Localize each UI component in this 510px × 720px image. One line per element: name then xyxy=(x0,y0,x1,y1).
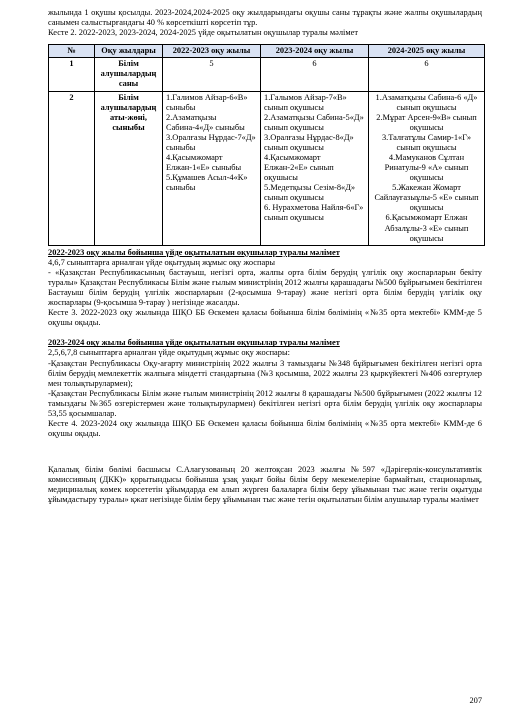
section-2023-p1: 2,5,6,7,8 сыныптарға арналған үйде оқытудың жұмыс оқу жоспары: xyxy=(48,348,290,358)
table-caption: Кесте 2. 2022-2023, 2023-2024, 2024-2025 үйде оқытылатын оқушылар туралы мәлімет xyxy=(48,28,359,38)
row2-2024 xyxy=(369,91,485,245)
page-number: 207 xyxy=(469,695,482,705)
student-entry: 1.Галимов Айзар-6«В» сыныбы xyxy=(166,92,248,112)
student-entry: 4.Қасымжомарт Елжан-1«Е» сыныбы xyxy=(166,153,242,173)
student-entry: 2.Азаматқызы Сабина-5«Д» сынып оқушысы xyxy=(264,112,364,132)
student-entry: 5.Құмашев Асыл-4«К» сыныбы xyxy=(166,173,248,193)
student-entry: 3.Талғатұлы Самир-1«Г» сынып оқушысы xyxy=(381,132,472,152)
student-entry: 2.Азаматқызы Сабина-4«Д» сыныбы xyxy=(166,112,245,132)
row2-label: Білім алушылардың аты-жөні, сыныбы xyxy=(95,91,163,245)
row2-2023 xyxy=(261,91,369,245)
student-entry: 6.Қасымжомарт Елжан Абзалұлы-3 «Е» сынып оқушысы xyxy=(384,213,469,243)
section-2022-heading: 2022-2023 оқу жылы бойынша үйде оқытылатын оқушылар туралы мәлімет xyxy=(48,247,340,257)
header-2022: 2022-2023 оқу жылы xyxy=(163,45,261,58)
table-header-row xyxy=(49,45,485,58)
header-num: № xyxy=(49,45,95,58)
students-table xyxy=(48,44,485,245)
section-2022-p2: - «Қазақстан Республикасының бастауыш, негізгі орта, жалпы орта білім берудің үлгілік оқу жоспарларын бекіту туралы» Қазақстан Республикасы Білім және ғылым министрінің 2012 жылғы қарашадағы №500 бұйрығымен бекітілген Бастауыш білім берудің үлгілік жоспарларын (2-қосымша 9-тарау) және негізгі орта білім берудің үлгілік оқу жоспарлары (9-қосымша 9-тарау ) негізінде жасалды. xyxy=(48,267,482,308)
row2-num: 2 xyxy=(49,91,95,245)
row1-2023: 6 xyxy=(261,58,369,91)
section-2022-p3: Кесте 3. 2022-2023 оқу жылында ШҚО ББ Өскемен қаласы бойынша білім бөлімінің «№35 орта мектебі» КММ-де 5 оқушы оқыды. xyxy=(48,308,482,328)
row1-2024: 6 xyxy=(369,58,485,91)
closing-paragraph: Қалалық білім бөлімі басшысы С.Алагузованың 20 желтоқсан 2023 жылғы №597 «Дәрігерлік-консультативтік комиссияның (ДКК)» қорытындысы бойынша ұзақ уақыт бойы білім беру мекемелеріне бармайтын, стационарлық, медициналық көмек көрсететін ұйымдарда ем алып жүрген балаларға білім беру ұйымынан тыс және тегін оқытуды ұйымдастыру туралы» қжат негізінде білім беру ұйымынан тыс және тегін оқытылатын білім алушылар туралы мәлімет xyxy=(48,465,482,505)
student-entry: 5.Медетқызы Сезім-8«Д» сынып оқушысы xyxy=(264,183,356,203)
header-2024: 2024-2025 оқу жылы xyxy=(369,45,485,58)
student-entry: 3.Оралғазы Нұрдас-8«Д» сынып оқушысы xyxy=(264,132,354,152)
table-row xyxy=(49,91,485,245)
section-2023-p4: Кесте 4. 2023-2024 оқу жылында ШҚО ББ Өскемен қаласы бойынша білім бөлімінің «№35 орта мектебі» КММ-де 6 оқушы оқыды. xyxy=(48,418,482,439)
row1-num: 1 xyxy=(49,58,95,91)
table-row xyxy=(49,58,485,91)
section-2022-p1: 4,6,7 сыныптарға арналған үйде оқытудың жұмыс оқу жоспары xyxy=(48,257,276,267)
student-entry: 4.Қасымжомарт Елжан-2«Е» сынып оқушысы xyxy=(264,153,334,183)
student-entry: 1.Галымов Айзар-7«В» сынып оқушысы xyxy=(264,92,347,112)
section-2023-p3: -Қазақстан Республикасы Білім және ғылым министрінің 2012 жылғы 8 қарашадағы №500 бұйрығымен (2022 жылғы 12 тамыздағы №365 өзгерістермен және толықтырулармен) бекітілген негізгі орта білім берудің үлгілік оқу жоспарлары 53,55 қосымшалар. xyxy=(48,388,482,418)
student-entry: 4.Мамуканов Сұлтан Ринатулы-9 «А» сынып оқушысы xyxy=(384,153,469,183)
header-2023: 2023-2024 оқу жылы xyxy=(261,45,369,58)
student-entry: 6. Нурахметова Найля-6«Г» сынып оқушысы xyxy=(264,203,364,223)
row1-label: Білім алушылардың саны xyxy=(95,58,163,91)
student-entry: 2.Мұрат Арсен-9«В» сынып оқушысы xyxy=(376,112,477,132)
intro-paragraph: жылында 1 оқушы қосылды. 2023-2024,2024-2025 оқу жылдарындағы оқушы саны тұрақты және жалпы оқушылардың санымен салыстырғандағы 40 % көрсеткішті көрсетіп тұр. xyxy=(48,8,482,28)
header-years: Оқу жылдары xyxy=(95,45,163,58)
section-2023-heading: 2023-2024 оқу жылы бойынша үйде оқытылатын оқушылар туралы мәлімет xyxy=(48,338,340,348)
student-entry: 3.Оралғазы Нұрдас-7«Д» сыныбы xyxy=(166,132,256,152)
student-entry: 1.Азаматқызы Сабина-6 «Д» сынып оқушысы xyxy=(375,92,478,112)
student-entry: 5.Жакежан Жомарт Сайлауғазыұлы-5 «Е» сынып оқушысы xyxy=(374,183,479,213)
section-2023-p2: -Қазақстан Республикасы Оқу-ағарту министрінің 2022 жылғы 3 тамыздағы №348 бұйрығымен бекітілген негізгі орта білім берудің мемлекеттік жалпыға міндетті стандартына (№3 қосымша, 2022 жылғы 23 қыркүйектегі №406 өзгертулер мен толықтырулармен); xyxy=(48,358,482,388)
row2-2022 xyxy=(163,91,261,245)
row1-2022: 5 xyxy=(163,58,261,91)
